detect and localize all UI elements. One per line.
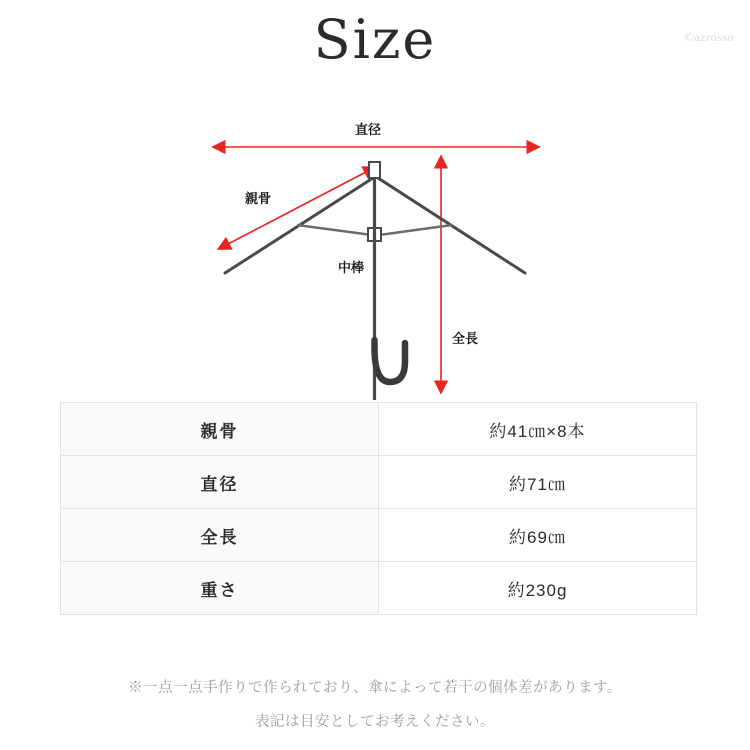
stretcher-left <box>297 225 372 235</box>
label-shaft: 中棒 <box>338 260 365 275</box>
handle <box>375 340 406 382</box>
umbrella-svg <box>0 100 750 400</box>
spec-key: 直径 <box>61 456 379 509</box>
spec-value: 約71㎝ <box>379 456 697 509</box>
spec-value: 約69㎝ <box>379 509 697 562</box>
note-line-2: 表記は目安としてお考えください。 <box>255 714 495 730</box>
spec-table <box>60 402 697 615</box>
table-row <box>61 509 697 562</box>
rib-arrow <box>228 172 366 244</box>
spec-key: 重さ <box>61 562 379 615</box>
spec-key: 親骨 <box>61 403 379 456</box>
spec-key: 全長 <box>61 509 379 562</box>
note-line-1: ※一点一点手作りで作られており、傘によって若干の個体差があります。 <box>128 680 622 696</box>
spec-value: 約41㎝×8本 <box>379 403 697 456</box>
watermark: ©azrosso <box>684 30 734 44</box>
label-diameter: 直径 <box>355 122 382 137</box>
finial <box>369 162 380 178</box>
table-row <box>61 456 697 509</box>
label-total-length: 全長 <box>452 331 479 346</box>
page-title: Size <box>313 8 437 71</box>
umbrella-diagram <box>0 100 750 400</box>
label-rib: 親骨 <box>245 191 272 206</box>
table-row <box>61 562 697 615</box>
spec-value: 約230g <box>379 562 697 615</box>
table-row <box>61 403 697 456</box>
